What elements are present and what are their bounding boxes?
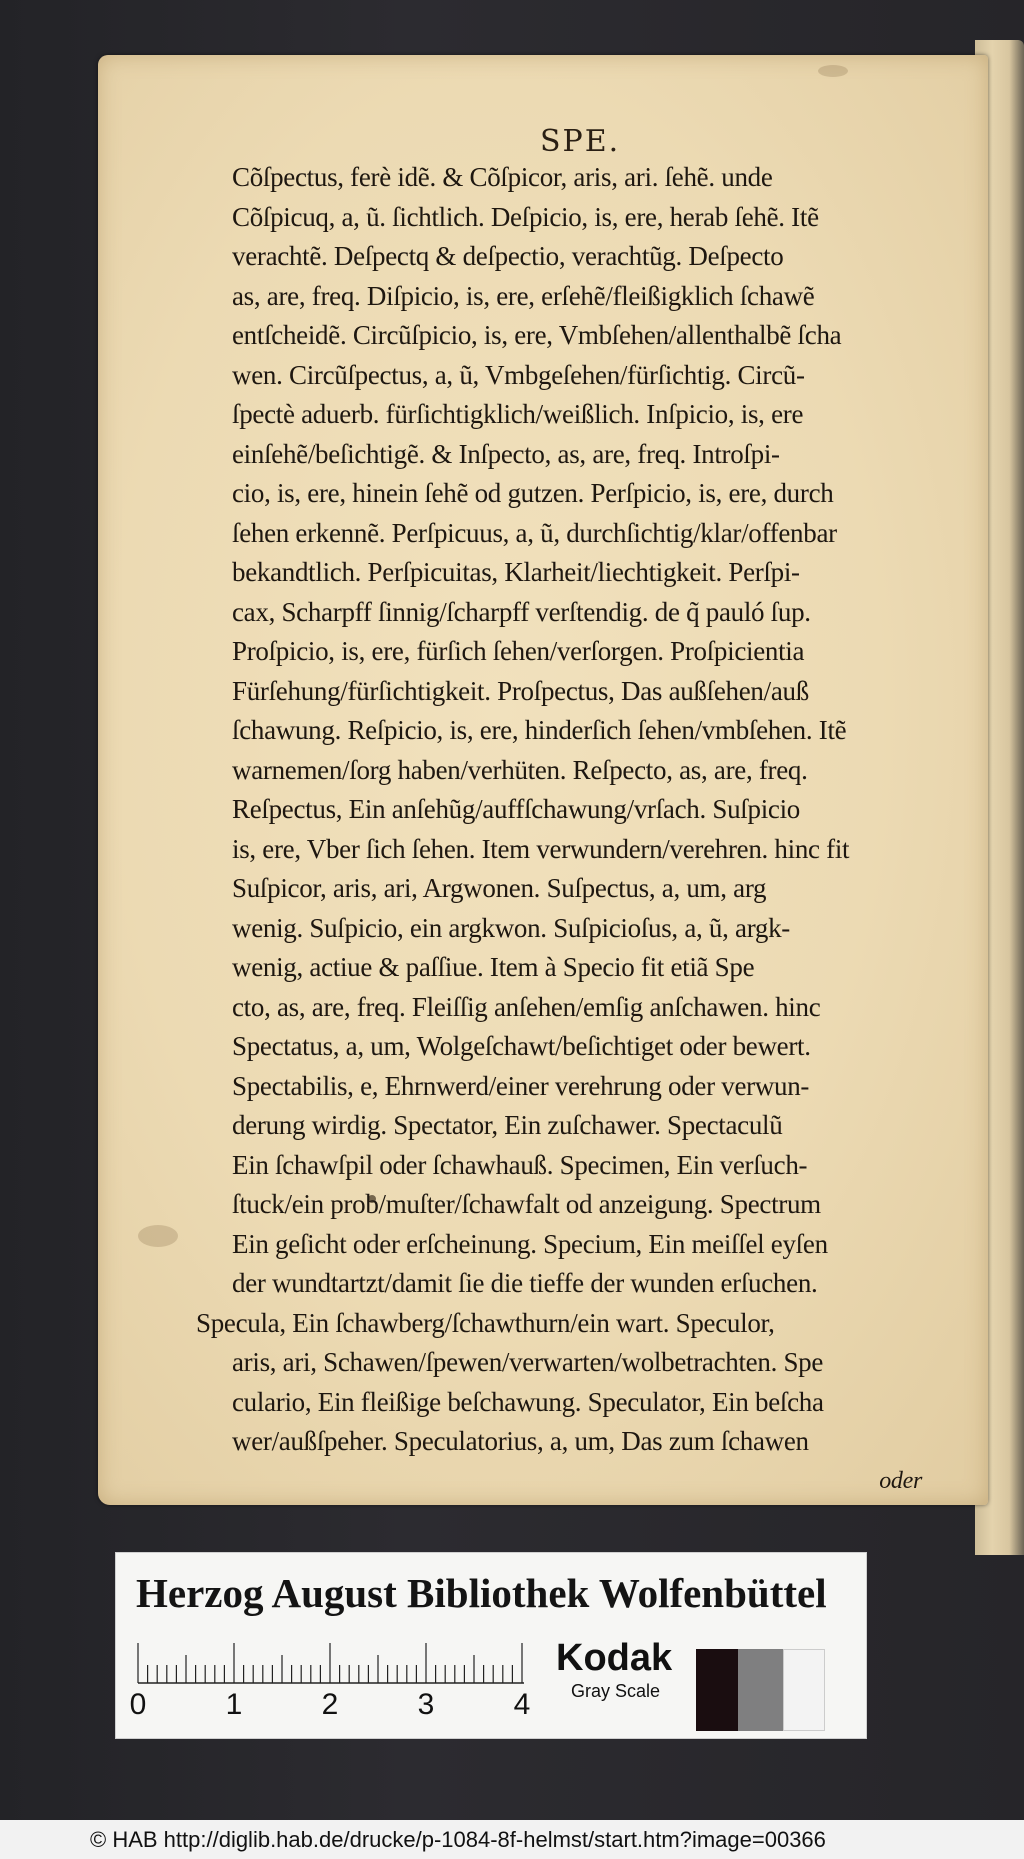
text-line: ſpectè aduerb. fürſichtigklich/weißlich. Inſpicio, is, ere [232,399,804,429]
ruler-number: 4 [513,1688,531,1721]
gray-scale-label: Gray Scale [571,1681,661,1701]
text-line: der wundtartzt/damit ſie die tieffe der wunden erſuchen. [232,1268,818,1298]
text-line: cax, Scharpff ſinnig/ſcharpff verſtendig. de q̃ pauló ſup. [232,596,811,627]
text-line: is, ere, Vber ſich ſehen. Item verwundern/verehren. hinc fit [232,833,850,864]
white-swatch [783,1649,825,1731]
text-line: ſtuck/ein prob/muſter/ſchawfalt od anzeigung. Spectrum [232,1189,821,1219]
ruler-number: 2 [321,1688,339,1721]
text-line: wenig, actiue & paſſiue. Item à Specio fit etiã Spe [232,952,755,982]
text-line: ſehen erkennẽ. Perſpicuus, a, ũ, durchſichtig/klar/offenbar [232,517,837,548]
text-line: einſehẽ/beſichtigẽ. & Inſpecto, as, are, freq. Introſpi- [232,438,780,469]
ruler-number: 0 [129,1688,147,1721]
text-line: wenig. Suſpicio, ein argkwon. Suſpicioſus, a, ũ, argk- [232,912,790,943]
text-line: Ein ſchawſpil oder ſchawhauß. Specimen, Ein verſuch- [232,1149,808,1180]
catchword: oder [879,1467,922,1494]
ruler-numbers [116,1688,536,1728]
ruler-number: 3 [417,1688,435,1721]
text-line: aris, ari, Schawen/ſpewen/verwarten/wolbetrachten. Spe [232,1347,824,1377]
text-line: cto, as, are, freq. Fleiſſig anſehen/emſig anſchawen. hinc [232,991,821,1022]
copyright-footer: © HAB http://diglib.hab.de/drucke/p-1084-8f-helmst/start.htm?image=00366 [0,1820,1024,1859]
ruler-scale [136,1643,536,1685]
color-scale-card [115,1552,867,1739]
text-line: cio, is, ere, hinein ſehẽ od gutzen. Perſpicio, is, ere, durch [232,478,834,508]
text-line: warnemen/ſorg haben/verhüten. Reſpecto, as, are, freq. [232,754,808,785]
text-line: Suſpicor, aris, ari, Argwonen. Suſpectus, a, um, arg [232,873,767,903]
text-line: bekandtlich. Perſpicuitas, Klarheit/liechtigkeit. Perſpi- [232,557,800,587]
kodak-logo: Kodak [556,1637,673,1679]
text-line: entſcheidẽ. Circũſpicio, is, ere, Vmbſehen/allenthalbẽ ſcha [232,320,842,350]
text-line: Cõſpectus, ferè idẽ. & Cõſpicor, aris, ari. ſehẽ. unde [232,162,773,192]
text-line: culario, Ein fleißige beſchawung. Speculator, Ein beſcha [232,1386,824,1417]
text-line: Proſpicio, is, ere, fürſich ſehen/verſorgen. Proſpicientia [232,636,805,666]
text-line: Spectatus, a, um, Wolgeſchawt/beſichtiget oder bewert. [232,1031,811,1061]
library-title: Herzog August Bibliothek Wolfenbüttel [136,1570,827,1616]
text-line: Fürſehung/fürſichtigkeit. Proſpectus, Das außſehen/auß [232,675,809,706]
text-line: as, are, freq. Diſpicio, is, ere, erſehẽ/fleißigklich ſchawẽ [232,280,815,311]
black-swatch [696,1649,738,1731]
ruler-number: 1 [225,1688,243,1721]
text-line: wen. Circũſpectus, a, ũ, Vmbgeſehen/fürſichtig. Circũ- [232,359,805,390]
text-line: derung wirdig. Spectator, Ein zuſchawer. Spectaculũ [232,1110,783,1140]
text-line: Specula, Ein ſchawberg/ſchawthurn/ein wart. Speculor, [196,1307,775,1338]
text-line: Reſpectus, Ein anſehũg/auffſchawung/vrſach. Suſpicio [232,794,800,824]
text-line: wer/außſpeher. Speculatorius, a, um, Das zum ſchawen [232,1426,809,1456]
text-line: Cõſpicuq, a, ũ. ſichtlich. Deſpicio, is, ere, herab ſehẽ. Itẽ [232,201,819,232]
text-line: Ein geſicht oder erſcheinung. Specium, Ein meiſſel eyſen [232,1228,828,1259]
page-text [196,158,922,1501]
text-line: ſchawung. Reſpicio, is, ere, hinderſich ſehen/vmbſehen. Itẽ [232,715,847,745]
gray-swatch [738,1649,783,1731]
running-head: SPE. [540,124,621,159]
text-line: verachtẽ. Deſpectq & deſpectio, verachtũg. Deſpecto [232,241,784,271]
text-line: Spectabilis, e, Ehrnwerd/einer verehrung oder verwun- [232,1070,810,1101]
